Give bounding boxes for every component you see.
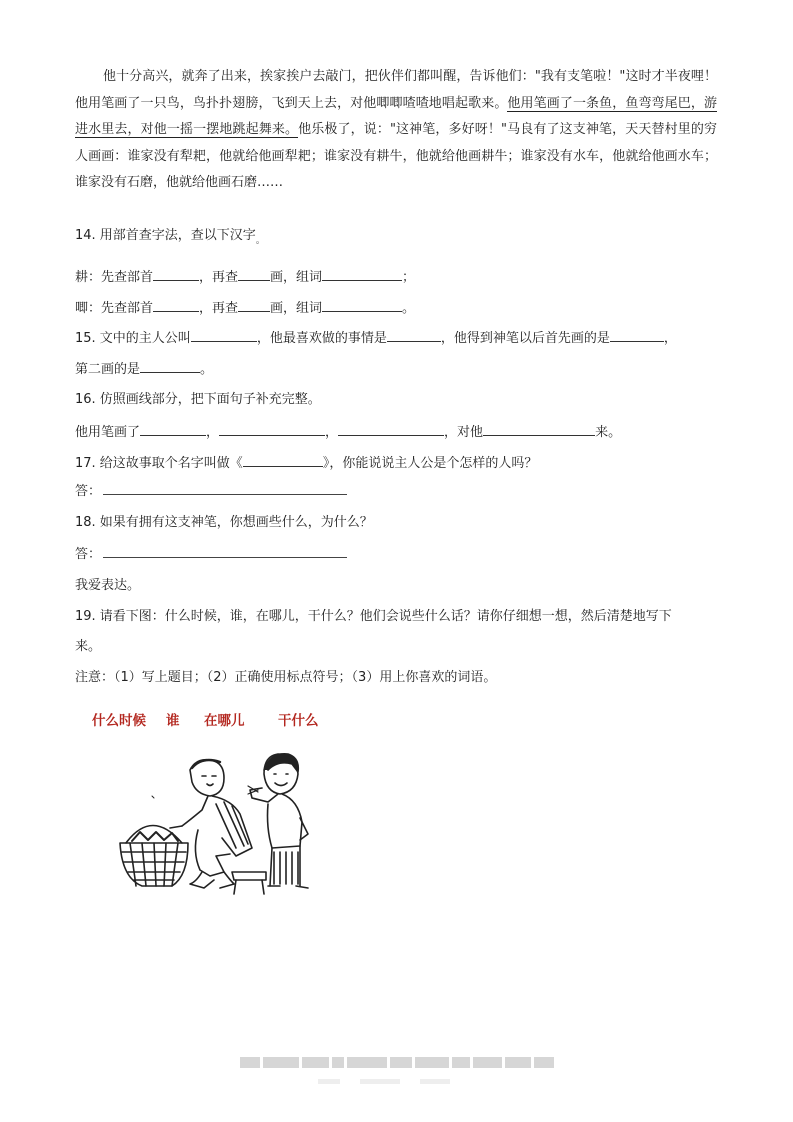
q19-line2: 来。 — [75, 639, 102, 654]
stroke-blank-2[interactable] — [238, 297, 270, 312]
q18-answer-line[interactable] — [103, 545, 347, 558]
child-figure — [248, 754, 308, 888]
imitate-blank-1[interactable] — [140, 421, 206, 436]
prompt-what: 干什么 — [278, 713, 319, 729]
passage-text-1: 他十分高兴，就奔了出来，挨家挨户去敲门，把伙伴们都叫醒，告诉他们："我有支笔啦！"这时才半夜哩！他用笔画了一只鸟，鸟扑扑翅膀，飞到天上去，对他唧唧喳喳地唱起歌来。 — [75, 69, 717, 111]
footer-watermark — [240, 1057, 554, 1068]
q14-title: 14. 用部首查字法，查以下汉字$_。$ — [75, 228, 265, 246]
q18-question: 18. 如果有拥有这支神笔，你想画些什么，为什么？ — [75, 515, 373, 530]
illustration-child-and-elder — [112, 748, 322, 898]
footer-watermark-2 — [318, 1079, 458, 1085]
radical-blank-2[interactable] — [153, 297, 199, 312]
story-title-blank[interactable] — [243, 452, 323, 467]
basket-icon — [120, 826, 188, 887]
q18-answer: 答： — [75, 545, 347, 565]
prompt-when: 什么时候 — [92, 713, 146, 729]
section-heading: 我爱表达。 — [75, 578, 141, 593]
q15-line1: 15. 文中的主人公叫 ，他最喜欢做的事情是 ，他得到神笔以后首先画的是 ， — [75, 327, 677, 349]
q19-line1: 19. 请看下图：什么时候，谁，在哪儿，干什么？他们会说些什么话？请你仔细想一想，然后清楚地写下 — [75, 609, 672, 624]
first-drawing-blank[interactable] — [610, 327, 664, 342]
second-drawing-blank[interactable] — [140, 358, 200, 373]
stroke-blank-1[interactable] — [238, 266, 270, 281]
q14-row-geng: 耕：先查部首 ，再查 画，组词 ； — [75, 266, 415, 288]
story-passage — [75, 64, 717, 197]
q16-sentence: 他用笔画了 ， ， ，对他 来。 — [75, 421, 621, 443]
imitate-blank-2[interactable] — [219, 421, 325, 436]
q19-note: 注意：（1）写上题目；（2）正确使用标点符号；（3）用上你喜欢的词语。 — [75, 670, 497, 685]
prompt-where: 在哪儿 — [204, 713, 245, 729]
imitate-blank-3[interactable] — [338, 421, 444, 436]
imitate-blank-4[interactable] — [483, 421, 595, 436]
hero-name-blank[interactable] — [191, 327, 257, 342]
passage-text-2: 他乐极了，说："这神笔，多好呀！"马良有了这支神笔，天天替村里的穷人画画：谁家没有犁耙，他就给他画犁耙；谁家没有耕牛，他就给他画耕牛；谁家没有水车，他就给他画水车；谁家没有石磨，他就给他画石磨…… — [75, 122, 717, 190]
hobby-blank[interactable] — [387, 327, 441, 342]
q16-title: 16. 仿照画线部分，把下面句子补充完整。 — [75, 392, 321, 407]
q15-line2: 第二画的是 。 — [75, 358, 213, 380]
q14-row-ji: 唧：先查部首 ，再查 画，组词 。 — [75, 297, 415, 319]
prompt-who: 谁 — [166, 713, 180, 729]
word-blank-2[interactable] — [322, 297, 402, 312]
q17-answer: 答： — [75, 482, 347, 502]
underlined-sentence: 他用笔画了一条鱼，鱼弯弯尾巴，游进水里去，对他一摇一摆地跳起舞来。 — [75, 95, 717, 137]
word-blank-1[interactable] — [322, 266, 402, 281]
q17-answer-line[interactable] — [103, 482, 347, 495]
q17-question: 17. 给这故事取个名字叫做《 》，你能说说主人公是个怎样的人吗？ — [75, 452, 537, 474]
radical-blank-1[interactable] — [153, 266, 199, 281]
elder-figure — [170, 760, 266, 894]
